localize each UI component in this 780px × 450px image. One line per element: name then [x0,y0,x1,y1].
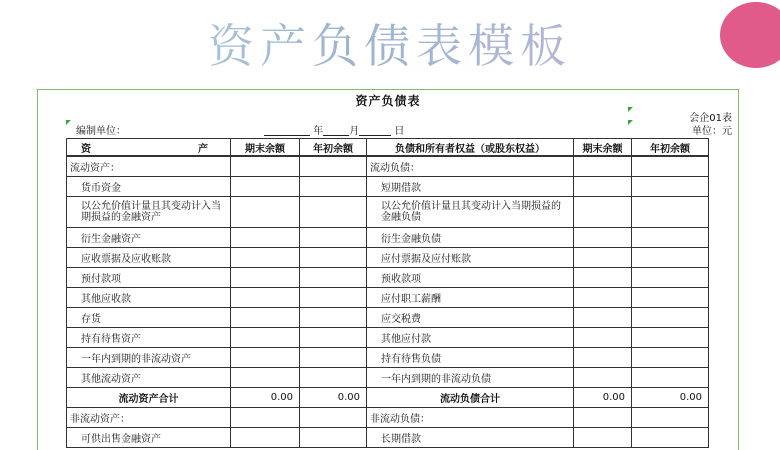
cell-liability-end-balance[interactable] [574,308,632,328]
table-row [67,248,709,268]
cell-liability-begin-balance[interactable] [632,368,709,388]
year-blank[interactable] [264,125,310,136]
cell-liability-begin-balance[interactable] [632,288,709,308]
balance-sheet [37,89,739,450]
table-row [67,388,709,408]
row-label-asset: 可供出售金融资产 [67,428,231,448]
cell-asset-end-balance[interactable] [231,408,300,428]
company-code: 会企01表 [689,113,732,124]
row-label-liability: 短期借款 [367,177,574,197]
row-label-liability: 预收款项 [367,268,574,288]
cell-asset-end-balance[interactable] [231,428,300,448]
row-label-liability: 其他应付款 [367,328,574,348]
header-end-balance: 期末余额 [231,139,300,157]
balance-sheet-table [66,138,709,448]
cell-asset-begin-balance[interactable] [300,288,367,308]
cell-liability-end-balance[interactable] [574,328,632,348]
row-label-asset: 流动资产： [67,156,231,177]
cell-asset-end-balance[interactable] [231,228,300,248]
cell-liability-begin-balance[interactable] [632,156,709,177]
cell-liability-end-balance[interactable] [574,368,632,388]
table-row [67,428,709,448]
cell-asset-end-balance[interactable] [231,348,300,368]
cell-asset-begin-balance[interactable] [300,177,367,197]
row-label-liability: 应付职工薪酬 [367,288,574,308]
cell-liability-end-balance[interactable] [574,268,632,288]
cell-liability-begin-balance[interactable] [632,328,709,348]
row-label-asset: 货币资金 [67,177,231,197]
cell-asset-end-balance[interactable] [231,308,300,328]
date-line [264,122,404,137]
cell-liability-end-balance[interactable] [574,177,632,197]
cell-asset-end-balance[interactable] [231,177,300,197]
cell-liability-end-balance[interactable]: 0.00 [574,388,632,408]
cell-asset-end-balance[interactable] [231,368,300,388]
table-header-row [67,139,709,157]
cell-liability-end-balance[interactable] [574,428,632,448]
cell-asset-end-balance[interactable] [231,328,300,348]
table-row [67,308,709,328]
cell-liability-begin-balance[interactable] [632,248,709,268]
cell-liability-begin-balance[interactable] [632,348,709,368]
cell-marker-icon [66,120,71,125]
row-label-liability: 以公允价值计量且其变动计入当期损益的金融负债 [367,197,574,228]
cell-asset-begin-balance[interactable] [300,428,367,448]
year-label: 年 [313,126,324,137]
row-label-asset: 衍生金融资产 [67,228,231,248]
cell-liability-begin-balance[interactable] [632,177,709,197]
row-label-asset: 一年内到期的非流动资产 [67,348,231,368]
header-assets: 资 产 [67,139,231,157]
cell-asset-begin-balance[interactable] [300,328,367,348]
cell-asset-begin-balance[interactable] [300,368,367,388]
table-row [67,197,709,228]
day-label: 日 [394,126,405,137]
cell-asset-begin-balance[interactable] [300,156,367,177]
day-blank[interactable] [359,125,391,136]
cell-marker-icon [628,107,633,112]
cell-liability-end-balance[interactable] [574,228,632,248]
table-row [67,228,709,248]
cell-asset-end-balance[interactable] [231,248,300,268]
row-label-asset: 其他应收款 [67,288,231,308]
table-row [67,177,709,197]
cell-liability-end-balance[interactable] [574,248,632,268]
row-label-asset: 存货 [67,308,231,328]
cell-liability-begin-balance[interactable]: 0.00 [632,388,709,408]
cell-marker-icon [628,120,633,125]
cell-asset-end-balance[interactable] [231,197,300,228]
cell-asset-end-balance[interactable] [231,156,300,177]
cell-liability-begin-balance[interactable] [632,308,709,328]
row-label-liability: 流动负债： [367,156,574,177]
row-label-liability: 流动负债合计 [367,388,574,408]
row-label-asset: 以公允价值计量且其变动计入当期损益的金融资产 [67,197,231,228]
cell-asset-begin-balance[interactable]: 0.00 [300,388,367,408]
row-label-liability: 长期借款 [367,428,574,448]
reporting-unit-label: 编制单位： [76,126,126,137]
cell-liability-end-balance[interactable] [574,288,632,308]
cell-asset-begin-balance[interactable] [300,248,367,268]
cell-asset-begin-balance[interactable] [300,348,367,368]
row-label-asset: 预付款项 [67,268,231,288]
cell-liability-end-balance[interactable] [574,197,632,228]
header-end-balance-2: 期末余额 [574,139,632,157]
cell-liability-begin-balance[interactable] [632,408,709,428]
row-label-asset: 其他流动资产 [67,368,231,388]
row-label-liability: 持有待售负债 [367,348,574,368]
cell-asset-begin-balance[interactable] [300,408,367,428]
table-row [67,328,709,348]
currency-unit: 单位：元 [692,126,732,137]
row-label-liability: 应交税费 [367,308,574,328]
row-label-asset: 持有待售资产 [67,328,231,348]
cell-asset-begin-balance[interactable] [300,228,367,248]
header-liabilities: 负债和所有者权益（或股东权益） [367,139,574,157]
cell-liability-end-balance[interactable] [574,156,632,177]
cell-asset-end-balance[interactable] [231,268,300,288]
cell-liability-end-balance[interactable] [574,408,632,428]
header-begin-balance-2: 年初余额 [632,139,709,157]
header-begin-balance: 年初余额 [300,139,367,157]
cell-asset-begin-balance[interactable] [300,308,367,328]
table-row [67,268,709,288]
cell-liability-begin-balance[interactable] [632,197,709,228]
table-row [67,368,709,388]
month-label: 月 [349,126,360,137]
row-label-asset: 非流动资产： [67,408,231,428]
cell-asset-begin-balance[interactable] [300,197,367,228]
table-row [67,156,709,177]
row-label-liability: 衍生金融负债 [367,228,574,248]
cell-liability-begin-balance[interactable] [632,228,709,248]
row-label-liability: 一年内到期的非流动负债 [367,368,574,388]
row-label-asset: 流动资产合计 [67,388,231,408]
table-row [67,348,709,368]
cell-asset-end-balance[interactable]: 0.00 [231,388,300,408]
sheet-title: 资产负债表 [355,94,421,108]
cell-liability-begin-balance[interactable] [632,428,709,448]
month-blank[interactable] [323,125,349,136]
cell-asset-begin-balance[interactable] [300,268,367,288]
row-label-asset: 应收票据及应收账款 [67,248,231,268]
row-label-liability: 非流动负债： [367,408,574,428]
cell-asset-end-balance[interactable] [231,288,300,308]
cell-liability-begin-balance[interactable] [632,268,709,288]
row-label-liability: 应付票据及应付账款 [367,248,574,268]
table-row [67,288,709,308]
banner-title: 资产负债表模板 [0,14,780,78]
table-row [67,408,709,428]
cell-liability-end-balance[interactable] [574,348,632,368]
